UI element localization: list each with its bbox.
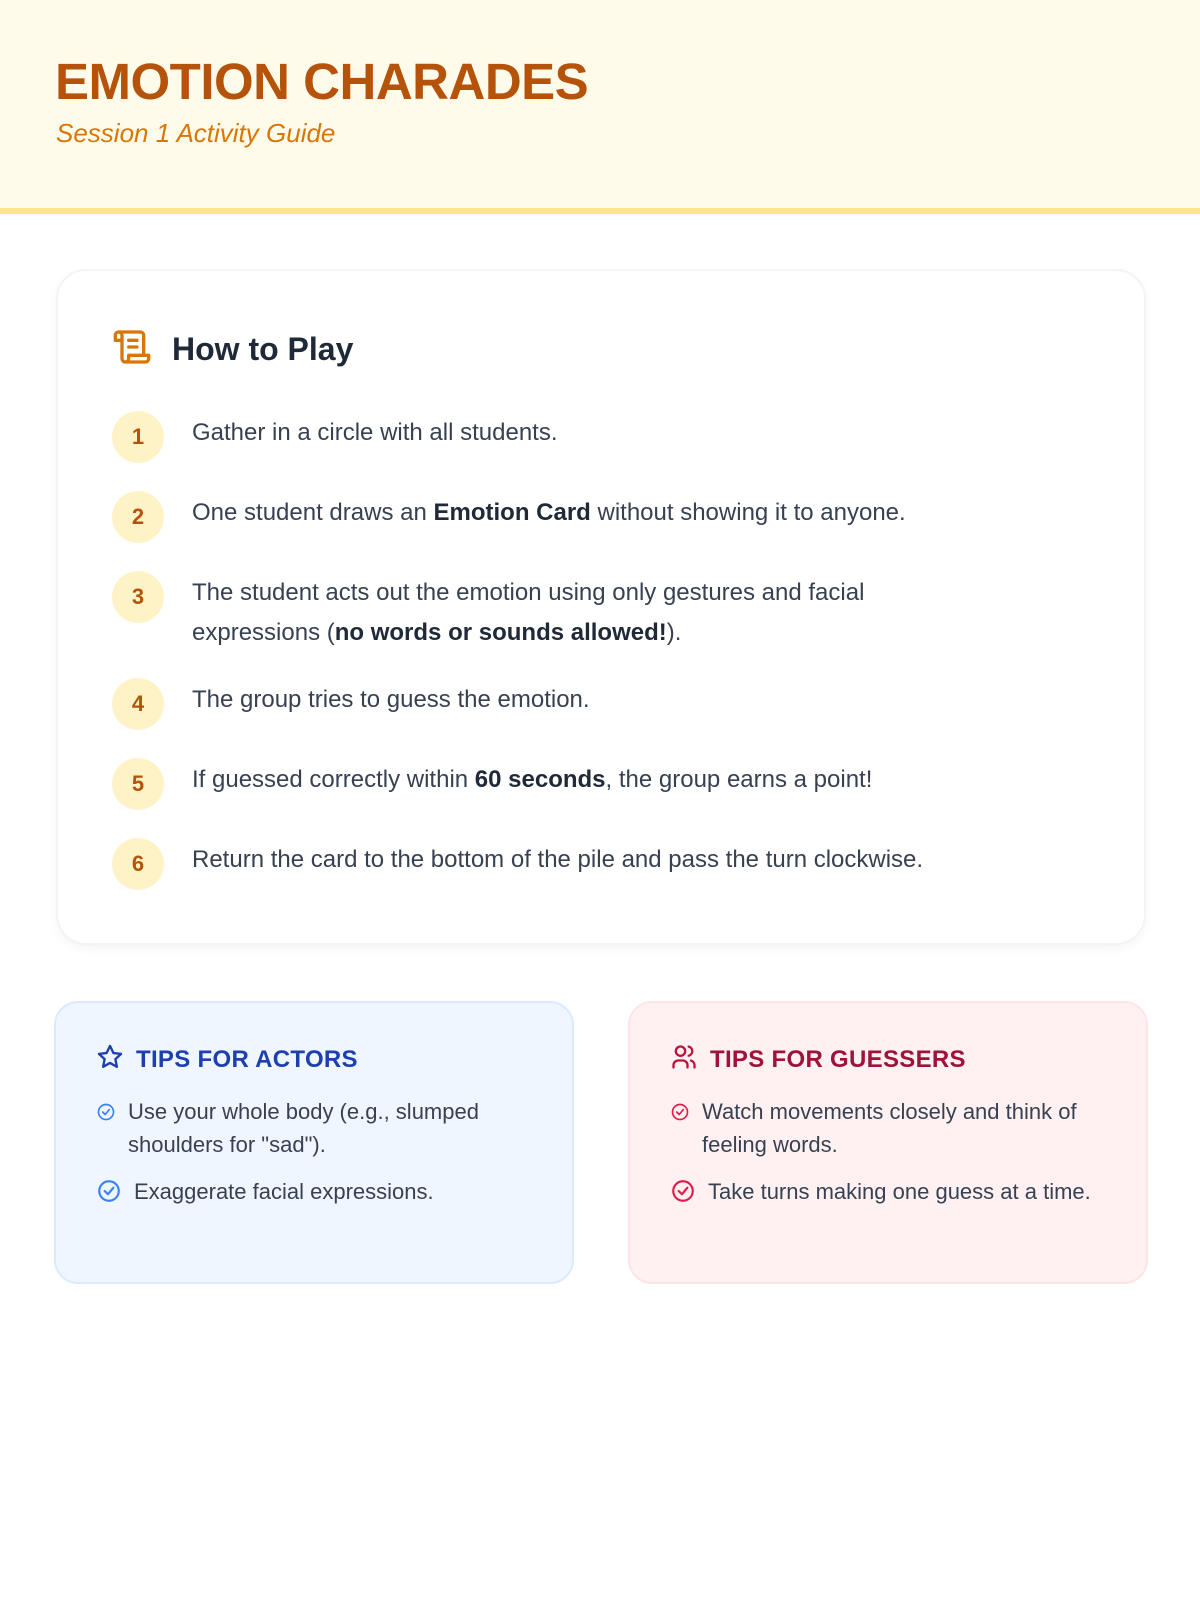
check-circle-icon — [96, 1095, 116, 1127]
page-subtitle: Session 1 Activity Guide — [56, 118, 336, 148]
tips-for-actors-header — [96, 1043, 358, 1076]
tip-text: Take turns making one guess at a time. — [708, 1179, 1091, 1204]
step-text: Gather in a circle with all students. — [192, 419, 558, 446]
tip-text: Use your whole body (e.g., slumped shoulders for "sad"). — [128, 1099, 479, 1157]
tip-text: Watch movements closely and think of feeling words. — [702, 1099, 1077, 1157]
tips-for-actors-panel — [54, 1001, 574, 1284]
step-number: 3 — [112, 571, 164, 623]
tips-for-guessers-title: TIPS FOR GUESSERS — [710, 1045, 966, 1073]
how-to-play-title: How to Play — [172, 331, 354, 367]
page-title: EMOTION CHARADES — [55, 53, 589, 110]
step-text: The student acts out the emotion using only gestures and facial expressions (no words or sounds allowed!). — [192, 579, 865, 646]
scroll-icon — [112, 327, 152, 372]
check-circle-icon — [670, 1175, 696, 1209]
star-icon — [96, 1043, 124, 1076]
tips-for-guessers-header — [670, 1043, 966, 1076]
step-text: One student draws an Emotion Card without showing it to anyone. — [192, 499, 906, 526]
how-to-play-header — [112, 327, 353, 372]
list-item — [96, 1095, 536, 1161]
step-number: 1 — [112, 411, 164, 463]
header — [0, 0, 1200, 214]
list-item — [670, 1175, 1110, 1209]
check-circle-icon — [96, 1175, 122, 1209]
step-text: Return the card to the bottom of the pile and pass the turn clockwise. — [192, 846, 924, 873]
step-number: 6 — [112, 838, 164, 890]
step-text: The group tries to guess the emotion. — [192, 686, 590, 713]
tip-text: Exaggerate facial expressions. — [134, 1179, 434, 1204]
step-number: 2 — [112, 491, 164, 543]
tips-for-guessers-panel — [628, 1001, 1148, 1284]
step-text: If guessed correctly within 60 seconds, the group earns a point! — [192, 766, 873, 793]
how-to-play-card — [56, 269, 1146, 945]
step-number: 4 — [112, 678, 164, 730]
list-item — [670, 1095, 1110, 1161]
check-circle-icon — [670, 1095, 690, 1127]
list-item — [96, 1175, 536, 1209]
tips-for-actors-title: TIPS FOR ACTORS — [136, 1045, 358, 1073]
step-number: 5 — [112, 758, 164, 810]
users-icon — [670, 1043, 698, 1076]
